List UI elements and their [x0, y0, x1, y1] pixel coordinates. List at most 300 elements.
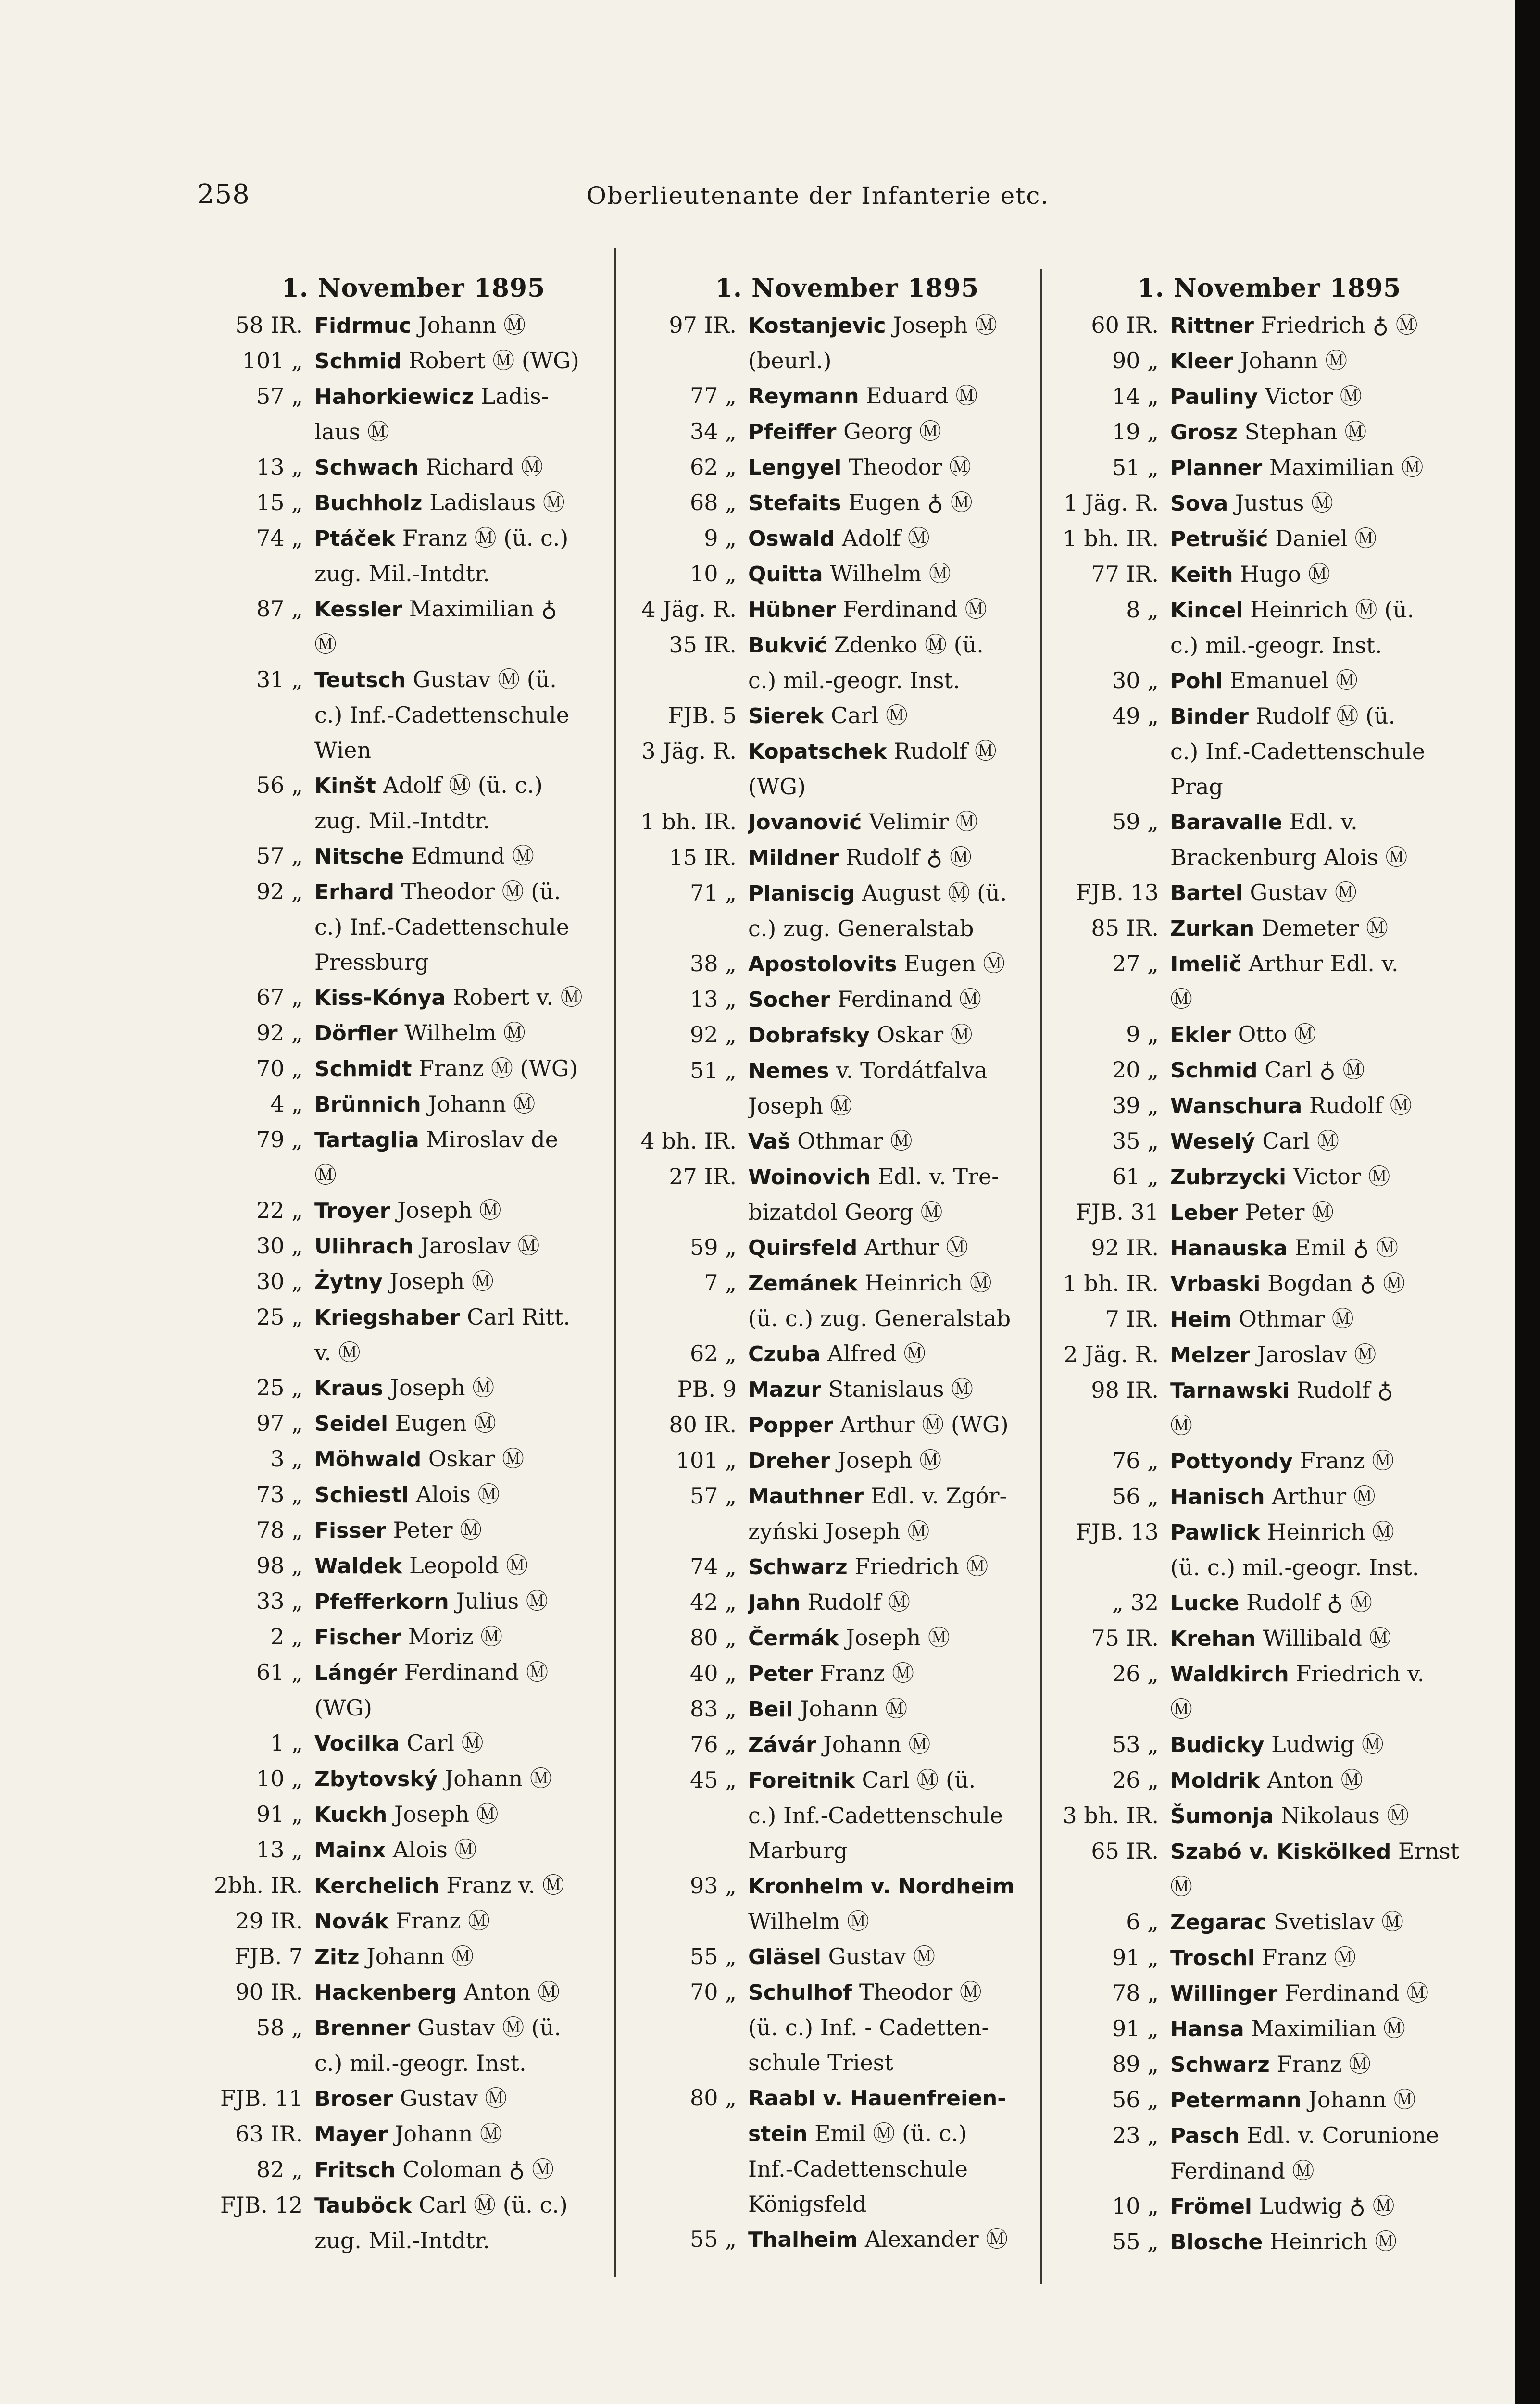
regiment-ref: 60 IR.	[1091, 312, 1159, 338]
list-item	[1058, 1195, 1481, 1230]
given-name-and-notes: Carl Ritt. v. Ⓜ	[314, 1304, 570, 1365]
surname: Novák	[314, 1909, 389, 1934]
entry-text	[1170, 2047, 1481, 2082]
surname: Moldrik	[1170, 1768, 1260, 1793]
given-name-and-notes: Theodor Ⓜ (ü. c.) Inf. - Cadetten- schule Triest	[748, 1979, 989, 2076]
regiment-ref: 97 „	[256, 1410, 303, 1436]
given-name-and-notes: Johann Ⓜ	[411, 312, 526, 338]
list-item	[636, 734, 1059, 804]
entry-text	[748, 2222, 1059, 2257]
entry-text	[314, 1939, 625, 1975]
regiment-ref: 35 „	[1112, 1128, 1159, 1154]
regiment-ref: 90 IR.	[235, 1979, 303, 2005]
list-item	[202, 768, 625, 839]
entry-text	[748, 734, 1059, 804]
surname: Pfefferkorn	[314, 1590, 449, 1614]
list-item	[636, 627, 1059, 698]
given-name-and-notes: Daniel Ⓜ	[1268, 526, 1377, 551]
entry-text	[748, 1763, 1059, 1868]
entry-text	[314, 1370, 625, 1406]
regiment-ref: 57 „	[256, 843, 303, 869]
entry-list	[1058, 308, 1481, 2260]
surname: Zemánek	[748, 1271, 858, 1296]
regiment-ref: PB. 9	[677, 1376, 737, 1402]
entry-text	[748, 308, 1059, 378]
given-name-and-notes: Wilhelm Ⓜ	[748, 1908, 869, 1934]
regiment-ref: 13 „	[256, 454, 303, 480]
entry-text	[314, 1300, 625, 1370]
regiment-ref: 3 „	[270, 1446, 303, 1472]
given-name-and-notes: Miroslav de Ⓜ	[314, 1127, 558, 1188]
regiment-ref: 6 „	[1126, 1909, 1159, 1935]
given-name-and-notes: Velimir Ⓜ	[862, 809, 978, 835]
entry-text	[314, 1548, 625, 1584]
entry-text	[748, 1939, 1059, 1975]
given-name-and-notes: Richard Ⓜ	[418, 454, 543, 480]
list-item	[1058, 521, 1481, 557]
given-name-and-notes: Franz Ⓜ (WG)	[412, 1055, 578, 1081]
surname: Vrbaski	[1170, 1272, 1261, 1296]
given-name-and-notes: Carl Ⓜ	[400, 1730, 484, 1756]
list-item	[636, 1265, 1059, 1336]
given-name-and-notes: August Ⓜ (ü. c.) zug. Generalstab	[748, 880, 1007, 941]
surname: Kiss-Kónya	[314, 986, 446, 1010]
entry-text	[1170, 1017, 1481, 1052]
surname: Kincel	[1170, 598, 1243, 623]
regiment-ref: 2 Jäg. R.	[1064, 1341, 1159, 1367]
list-item	[202, 2152, 625, 2188]
given-name-and-notes: Gustav Ⓜ	[1242, 879, 1357, 905]
regiment-ref: 57 „	[256, 383, 303, 409]
regiment-ref: 80 IR.	[669, 1412, 737, 1438]
surname: Keith	[1170, 563, 1233, 587]
entry-text	[748, 698, 1059, 734]
list-item	[1058, 1834, 1481, 1904]
surname: Zitz	[314, 1945, 360, 1969]
given-name-and-notes: Wilhelm Ⓜ	[823, 561, 951, 587]
list-item	[636, 414, 1059, 450]
given-name-and-notes: Moriz Ⓜ	[401, 1624, 503, 1650]
regiment-ref: 1 bh. IR.	[1063, 1270, 1159, 1296]
regiment-ref: 85 IR.	[1091, 915, 1159, 941]
surname: Reymann	[748, 384, 859, 409]
list-item	[1058, 592, 1481, 663]
surname: Zbytovský	[314, 1767, 438, 1791]
entry-text	[314, 1761, 625, 1797]
list-item	[202, 1370, 625, 1406]
list-item	[1058, 1052, 1481, 1088]
list-item	[1058, 1727, 1481, 1763]
given-name-and-notes: Eugen Ⓜ	[388, 1410, 496, 1436]
regiment-ref: FJB. 7	[234, 1943, 303, 1969]
list-item	[1058, 1088, 1481, 1124]
regiment-ref: 14 „	[1112, 383, 1159, 409]
regiment-ref: 7 „	[704, 1270, 737, 1296]
list-item	[1058, 1337, 1481, 1373]
given-name-and-notes: Johann Ⓜ	[438, 1765, 552, 1791]
list-item	[202, 874, 625, 980]
column-heading: 1. November 1895	[281, 274, 546, 303]
given-name-and-notes: Emil ♁ Ⓜ	[1288, 1235, 1399, 1261]
surname: Pasch	[1170, 2124, 1240, 2148]
given-name-and-notes: Joseph Ⓜ	[382, 1268, 494, 1294]
column-1	[202, 269, 625, 2258]
entry-text	[314, 1584, 625, 1619]
list-item	[202, 1761, 625, 1797]
entry-text	[314, 1015, 625, 1051]
regiment-ref: 77 „	[690, 383, 737, 409]
surname: Tarnawski	[1170, 1378, 1290, 1403]
entry-text	[314, 1228, 625, 1264]
entry-text	[314, 591, 625, 662]
list-item	[202, 1726, 625, 1761]
regiment-ref: 9 „	[1126, 1021, 1159, 1047]
given-name-and-notes: Rudolf Ⓜ	[1302, 1092, 1412, 1118]
given-name-and-notes: Justus Ⓜ	[1228, 490, 1333, 516]
surname: Petermann	[1170, 2088, 1302, 2113]
regiment-ref: 58 IR.	[235, 312, 303, 338]
regiment-ref: 20 „	[1112, 1057, 1159, 1083]
surname: Woinovich	[748, 1165, 871, 1189]
entry-text	[748, 1691, 1059, 1727]
entry-list	[202, 308, 625, 2258]
regiment-ref: 73 „	[256, 1481, 303, 1507]
surname: Jovanović	[748, 810, 862, 835]
regiment-ref: 53 „	[1112, 1731, 1159, 1757]
list-item	[1058, 414, 1481, 450]
given-name-and-notes: Heinrich Ⓜ	[1263, 2229, 1397, 2254]
regiment-ref: 91 „	[256, 1801, 303, 1827]
entry-text	[314, 379, 625, 450]
regiment-ref: 15 IR.	[669, 844, 737, 870]
given-name-and-notes: Alois Ⓜ	[409, 1481, 500, 1507]
list-item	[636, 876, 1059, 946]
regiment-ref: 13 „	[256, 1837, 303, 1863]
entry-text	[1170, 1585, 1481, 1621]
list-item	[202, 1122, 625, 1193]
regiment-ref: 1 bh. IR.	[1063, 526, 1159, 551]
given-name-and-notes: Eduard Ⓜ	[859, 383, 978, 409]
list-item	[636, 1124, 1059, 1159]
surname: Petrušić	[1170, 527, 1268, 551]
entry-text	[1170, 2082, 1481, 2118]
surname: Tauböck	[314, 2193, 412, 2218]
surname: Mayer	[314, 2122, 388, 2147]
given-name-and-notes: Leopold Ⓜ	[402, 1553, 528, 1578]
given-name-and-notes: Peter Ⓜ	[1238, 1199, 1334, 1225]
entry-text	[314, 874, 625, 980]
surname: Dreher	[748, 1449, 830, 1473]
entry-text	[1170, 557, 1481, 592]
surname: Bukvić	[748, 633, 827, 658]
entry-text	[1170, 1834, 1481, 1904]
given-name-and-notes: Johann Ⓜ	[816, 1731, 931, 1757]
surname: Mazur	[748, 1377, 822, 1402]
surname: Stefaits	[748, 491, 841, 515]
given-name-and-notes: Arthur Ⓜ (WG)	[833, 1412, 1009, 1438]
list-item	[1058, 1479, 1481, 1515]
given-name-and-notes: Rudolf ♁ Ⓜ	[839, 844, 972, 870]
list-item	[202, 2081, 625, 2116]
given-name-and-notes: Franz Ⓜ	[1269, 2051, 1371, 2077]
entry-text	[748, 1478, 1059, 1549]
surname: Pfeiffer	[748, 420, 837, 444]
entry-text	[1170, 1302, 1481, 1337]
entry-text	[314, 1655, 625, 1726]
given-name-and-notes: Johann Ⓜ	[793, 1696, 908, 1722]
entry-text	[1170, 1230, 1481, 1266]
list-item	[1058, 1443, 1481, 1479]
entry-text	[314, 1868, 625, 1903]
list-item	[202, 1975, 625, 2010]
list-item	[202, 1300, 625, 1370]
list-item	[202, 2010, 625, 2081]
surname: Buchholz	[314, 491, 423, 515]
surname: Sova	[1170, 491, 1228, 516]
entry-text	[748, 414, 1059, 450]
list-item	[1058, 450, 1481, 486]
surname: Lengyel	[748, 455, 842, 480]
entry-text	[1170, 1266, 1481, 1302]
regiment-ref: 55 „	[1112, 2229, 1159, 2254]
entry-text	[748, 450, 1059, 485]
list-item	[636, 1656, 1059, 1691]
regiment-ref: 19 „	[1112, 419, 1159, 445]
surname: Schulhof	[748, 1980, 852, 2005]
list-item	[1058, 486, 1481, 521]
column-heading: 1. November 1895	[715, 274, 979, 303]
surname: Mauthner	[748, 1484, 864, 1509]
given-name-and-notes: Alois Ⓜ	[386, 1837, 477, 1863]
given-name-and-notes: Theodor Ⓜ	[841, 454, 971, 480]
given-name-and-notes: Arthur Ⓜ	[1265, 1483, 1376, 1509]
surname: Quitta	[748, 562, 823, 587]
surname: Troyer	[314, 1199, 390, 1223]
list-item	[202, 1441, 625, 1477]
regiment-ref: 92 IR.	[1091, 1235, 1159, 1261]
regiment-ref: 63 IR.	[235, 2121, 303, 2147]
surname: Ulihrach	[314, 1234, 414, 1259]
list-item	[636, 982, 1059, 1017]
surname: Grosz	[1170, 420, 1238, 445]
given-name-and-notes: Ferdinand Ⓜ	[830, 986, 982, 1012]
surname: Melzer	[1170, 1343, 1250, 1367]
surname: Blosche	[1170, 2230, 1263, 2254]
regiment-ref: 51 „	[690, 1057, 737, 1083]
surname: Popper	[748, 1413, 834, 1438]
entry-text	[748, 485, 1059, 521]
list-item	[636, 1053, 1059, 1124]
regiment-ref: 34 „	[690, 418, 737, 444]
entry-text	[314, 662, 625, 768]
regiment-ref: 92 „	[256, 1020, 303, 1046]
surname: Willinger	[1170, 1981, 1278, 2006]
entry-text	[314, 1087, 625, 1122]
regiment-ref: 80 „	[690, 1625, 737, 1651]
entry-text	[1170, 521, 1481, 557]
entry-text	[748, 1124, 1059, 1159]
surname: Nemes	[748, 1059, 829, 1083]
given-name-and-notes: Franz Ⓜ	[813, 1660, 914, 1686]
entry-text	[748, 1620, 1059, 1656]
entry-text	[314, 1619, 625, 1655]
list-item	[636, 1549, 1059, 1585]
given-name-and-notes: Bogdan ♁ Ⓜ	[1260, 1270, 1405, 1296]
given-name-and-notes: Joseph Ⓜ	[839, 1625, 950, 1651]
given-name-and-notes: Gustav Ⓜ (ü. c.) Inf.-Cadettenschule Wien	[314, 666, 569, 763]
given-name-and-notes: Victor Ⓜ	[1258, 383, 1362, 409]
given-name-and-notes: Heinrich Ⓜ (ü. c.) mil.-geogr. Inst.	[1170, 597, 1415, 658]
list-item	[202, 591, 625, 662]
entry-text	[1170, 1124, 1481, 1159]
surname: Dörfler	[314, 1021, 398, 1046]
regiment-ref: FJB. 12	[220, 2192, 303, 2218]
regiment-ref: 25 „	[256, 1304, 303, 1330]
given-name-and-notes: Jaroslav Ⓜ	[413, 1233, 540, 1259]
given-name-and-notes: Zdenko Ⓜ (ü. c.) mil.-geogr. Inst.	[748, 632, 984, 693]
entry-text	[748, 521, 1059, 556]
column-2	[636, 269, 1059, 2257]
surname: Kriegshaber	[314, 1305, 460, 1330]
given-name-and-notes: Joseph Ⓜ	[390, 1197, 501, 1223]
surname: Socher	[748, 988, 830, 1012]
given-name-and-notes: Jaroslav Ⓜ	[1250, 1341, 1377, 1367]
entry-list	[636, 308, 1059, 2257]
entry-text	[1170, 946, 1481, 1017]
list-item	[1058, 557, 1481, 592]
surname: Żytny	[314, 1270, 383, 1294]
surname: Schwarz	[1170, 2053, 1270, 2077]
entry-text	[1170, 1904, 1481, 1940]
given-name-and-notes: Eugen ♁ Ⓜ	[841, 489, 973, 515]
entry-text	[314, 2010, 625, 2081]
list-item	[636, 378, 1059, 414]
entry-text	[314, 1975, 625, 2010]
given-name-and-notes: Friedrich v. Ⓜ	[1170, 1661, 1425, 1722]
list-item	[636, 1407, 1059, 1443]
regiment-ref: 10 „	[256, 1765, 303, 1791]
surname: Weselý	[1170, 1129, 1255, 1154]
surname: Fisser	[314, 1518, 387, 1543]
surname: Rittner	[1170, 313, 1254, 338]
entry-text	[748, 1727, 1059, 1763]
regiment-ref: 49 „	[1112, 703, 1159, 729]
regiment-ref: 1 „	[270, 1730, 303, 1756]
list-item	[1058, 1585, 1481, 1621]
regiment-ref: 13 „	[690, 986, 737, 1012]
surname: Ptáček	[314, 526, 396, 551]
given-name-and-notes: Arthur Ⓜ	[857, 1234, 968, 1260]
list-item	[1058, 1904, 1481, 1940]
regiment-ref: 78 „	[1112, 1980, 1159, 2006]
entry-text	[1170, 1763, 1481, 1798]
entry-text	[1170, 343, 1481, 379]
entry-text	[314, 308, 625, 343]
regiment-ref: 1 Jäg. R.	[1064, 490, 1159, 516]
surname: Kleer	[1170, 349, 1233, 374]
surname: Hansa	[1170, 2017, 1244, 2041]
list-item	[1058, 379, 1481, 414]
entry-text	[748, 1975, 1059, 2080]
given-name-and-notes: Demeter Ⓜ	[1254, 915, 1389, 941]
given-name-and-notes: Johann Ⓜ	[1301, 2087, 1416, 2113]
list-item	[636, 1230, 1059, 1265]
list-item	[202, 1406, 625, 1441]
given-name-and-notes: Ladislaus Ⓜ	[422, 489, 565, 515]
list-item	[202, 1051, 625, 1087]
given-name-and-notes: Anton Ⓜ	[457, 1979, 560, 2005]
entry-text	[1170, 1443, 1481, 1479]
regiment-ref: 55 „	[690, 1943, 737, 1969]
regiment-ref: 97 IR.	[669, 312, 737, 338]
entry-text	[1170, 1195, 1481, 1230]
regiment-ref: 59 „	[690, 1234, 737, 1260]
list-item	[636, 1443, 1059, 1478]
list-item	[636, 450, 1059, 485]
regiment-ref: 2 „	[270, 1624, 303, 1650]
given-name-and-notes: Edl. v. Zgór- zyński Joseph Ⓜ	[748, 1483, 1007, 1544]
list-item	[636, 1017, 1059, 1053]
entry-text	[748, 556, 1059, 592]
entry-text	[1170, 450, 1481, 486]
entry-text	[314, 768, 625, 839]
list-item	[1058, 911, 1481, 946]
list-item	[636, 2222, 1059, 2257]
regiment-ref: 3 bh. IR.	[1063, 1803, 1159, 1828]
entry-text	[1170, 911, 1481, 946]
regiment-ref: 61 „	[256, 1659, 303, 1685]
entry-text	[1170, 486, 1481, 521]
surname: Seidel	[314, 1412, 388, 1436]
entry-text	[748, 1159, 1059, 1230]
regiment-ref: 27 IR.	[669, 1164, 737, 1189]
given-name-and-notes: Franz Ⓜ	[1254, 1944, 1356, 1970]
list-item	[202, 308, 625, 343]
list-item	[202, 1513, 625, 1548]
surname: Nitsche	[314, 844, 404, 869]
given-name-and-notes: Carl Ⓜ (ü. c.) Inf.-Cadettenschule Marburg	[748, 1767, 1003, 1864]
given-name-and-notes: Rudolf Ⓜ (WG)	[748, 738, 997, 800]
given-name-and-notes: Edmund Ⓜ	[404, 843, 534, 869]
given-name-and-notes: Maximilian ♁ Ⓜ	[314, 596, 558, 657]
regiment-ref: 77 IR.	[1091, 561, 1159, 587]
given-name-and-notes: Otto Ⓜ	[1230, 1021, 1316, 1047]
surname: Fischer	[314, 1625, 401, 1650]
entry-text	[1170, 699, 1481, 804]
entry-text	[748, 592, 1059, 627]
entry-text	[314, 2152, 625, 2188]
entry-text	[314, 839, 625, 874]
regiment-ref: 33 „	[256, 1588, 303, 1614]
given-name-and-notes: Willibald Ⓜ	[1255, 1625, 1391, 1651]
entry-text	[1170, 1337, 1481, 1373]
regiment-ref: FJB. 31	[1076, 1199, 1159, 1225]
given-name-and-notes: Ladis- laus Ⓜ	[314, 383, 549, 445]
list-item	[202, 1477, 625, 1513]
regiment-ref: „ 32	[1112, 1590, 1159, 1615]
list-item	[202, 1655, 625, 1726]
surname: Möhwald	[314, 1447, 422, 1472]
regiment-ref: 78 „	[256, 1517, 303, 1543]
regiment-ref: 30 „	[1112, 667, 1159, 693]
regiment-ref: 70 „	[690, 1979, 737, 2005]
given-name-and-notes: Edl. v. Brackenburg Alois Ⓜ	[1170, 809, 1408, 870]
regiment-ref: 38 „	[690, 951, 737, 977]
given-name-and-notes: Othmar Ⓜ	[790, 1128, 913, 1154]
surname: Dobrafsky	[748, 1023, 870, 1048]
surname: Apostolovits	[748, 952, 897, 977]
regiment-ref: 89 „	[1112, 2051, 1159, 2077]
